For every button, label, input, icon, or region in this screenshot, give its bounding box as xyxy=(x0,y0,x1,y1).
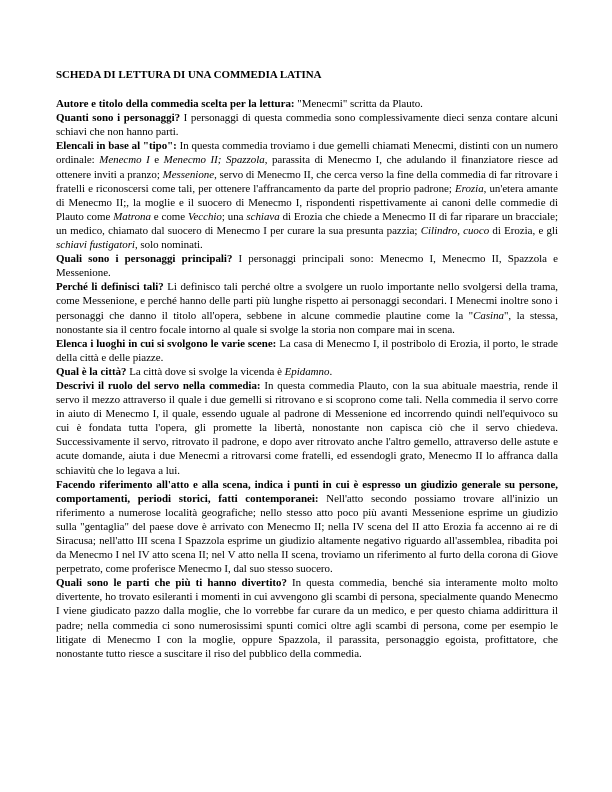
answer-text: , un'etera amante di Menecmo II;, la moglie e il suocero di Menecmo I, rispondenti rispettivamente ai canoni delle commedie di Plauto come xyxy=(56,182,559,223)
section-paragraph xyxy=(56,337,558,365)
answer-text: , xyxy=(457,224,464,237)
section-question: Qual è la città? xyxy=(56,365,127,378)
italic-term: Vecchio xyxy=(188,210,222,223)
answer-text: , solo nominati. xyxy=(134,239,203,252)
italic-term: Menecmo II; xyxy=(163,154,222,167)
italic-term: schiava xyxy=(246,210,280,223)
answer-text: In questa commedia, benché sia interamente molto molto divertente, ho trovato esileranti i momenti in cui avvengono gli scambi di persona, specialmente quando Menecmo I viene giudicato pazzo dalla moglie, che lo vorrebbe far curare da un medico, e per questo chiama addirittura il padre; nella commedia ci sono numerosissimi spunti comici oltre agli scambi di persona, come per esempio le litigate di Menecmo I con la moglie, oppure Spazzola, il parassita, personaggio egoista, profittatore, che nonostante tutto riesce a suscitare il riso del pubblico della commedia. xyxy=(56,577,558,660)
answer-text: In questa commedia troviamo i due gemelli chiamati Menecmi, distinti con un numero ordinale: xyxy=(56,140,558,167)
italic-term: schiavi fustigatori xyxy=(56,239,135,252)
section-paragraph xyxy=(56,111,558,139)
answer-text: di Erozia che chiede a Menecmo II di far riparare un bracciale; un medico, chiamato dal suocero di Menecmo I per curare la sua presunta pazzia; xyxy=(56,210,558,237)
italic-term: Menecmo I xyxy=(99,154,150,167)
answer-text: In questa commedia Plauto, con la sua abituale maestria, rende il servo il mezzo attraverso il quale i due gemelli si ritrovano e si scoprono come tali. Nella commedia il servo corre in aiuto di Menecmo I, il quale, essendo uguale al padrone di Messenione ed incorrendo quindi nell'equivoco su cui è fondata tutta l'opera, gli promette la libertà, nonostante non capisca ciò che il servo chiedeva. Successivamente il servo, ritrovato il padrone, e dopo aver ritrovato anche l'altro gemello, attraverso delle astute e acute domande, aiuta i due Menecmi a ritrovarsi come fratelli, ed essendogli grato, Menecmo II lo affranca dalla schiavitù che lo legava a lui. xyxy=(56,379,558,477)
italic-term: Messenione xyxy=(162,168,215,181)
answer-text: La città dove si svolge la vicenda è xyxy=(126,365,285,378)
section-paragraph xyxy=(56,576,558,661)
section-question: Perché li definisci tali? xyxy=(56,281,164,294)
answer-text: ; una xyxy=(221,210,247,223)
section-paragraph xyxy=(56,97,558,111)
answer-text: , servo di Menecmo II, che cerca verso la fine della commedia di far ritrovare i fratelli e riconoscersi come tali, per ottenere l'affrancamento da parte del proprio padrone; xyxy=(56,168,558,195)
section-question: Facendo riferimento all'atto e alla scena, indica i punti in cui è espresso un giudizio generale su persone, comportamenti, periodi storici, fatti contemporanei: xyxy=(56,478,558,505)
document-body xyxy=(56,97,558,661)
answer-text: . xyxy=(329,365,333,378)
section-paragraph xyxy=(56,365,558,379)
section-paragraph xyxy=(56,280,558,336)
italic-term: Spazzola xyxy=(225,154,265,167)
section-question: Descrivi il ruolo del servo nella commedia: xyxy=(56,379,261,392)
section-question: Quanti sono i personaggi? xyxy=(56,112,181,125)
document-title: SCHEDA DI LETTURA DI UNA COMMEDIA LATINA xyxy=(56,69,322,81)
answer-text: e xyxy=(149,154,164,167)
answer-text: I personaggi principali sono: Menecmo I, Menecmo II, Spazzola e Messenione. xyxy=(56,253,558,280)
italic-term: Casina xyxy=(473,309,504,322)
section-paragraph xyxy=(56,139,558,252)
answer-text: di Erozia, e gli xyxy=(489,224,558,237)
section-question: Quali sono le parti che più ti hanno divertito? xyxy=(56,577,287,590)
section-paragraph xyxy=(56,478,558,577)
section-paragraph xyxy=(56,379,558,478)
section-question: Elencali in base al "tipo": xyxy=(56,140,177,153)
answer-text: Li definisco tali perché oltre a svolgere un ruolo importante nello svolgersi della trama, come Messenione, e perché hanno delle parti più lunghe rispetto ai personaggi secondari. I Menecmi inoltre sono i personaggi che danno il titolo all'opera, sebbene in alcune commedie plautine come la " xyxy=(56,281,559,322)
section-question: Autore e titolo della commedia scelta per la lettura: xyxy=(56,98,295,111)
section-paragraph xyxy=(56,252,558,280)
answer-text: , parassita di Menecmo I, che adulando il finanziatore riesce ad ottenere inviti a pranzo; xyxy=(56,154,558,181)
section-question: Quali sono i personaggi principali? xyxy=(56,253,233,266)
answer-text: Nell'atto secondo possiamo trovare all'inizio un riferimento a numerose località geografiche; nello stesso atto poco più avanti Messenione esprime un giudizio sulla "gentaglia" del paese dove è arrivato con Menecmo II; nella IV scena del II atto Erozia fa accenno ai re di Siracusa; nell'atto III scena I Spazzola esprime un giudizio altamente negativo riguardo all'assemblea, ribadita poi da Menecmo I nel IV atto scena II; nel V atto nella II scena, troviamo un riferimento al furto della corona di Giove perpetrato, come proferisce Menecmo I, dal suo stesso suocero. xyxy=(56,492,558,576)
italic-term: Matrona xyxy=(113,210,151,223)
italic-term: cuoco xyxy=(463,224,490,237)
answer-text: "Menecmi" scritta da Plauto. xyxy=(294,98,423,111)
section-question: Elenca i luoghi in cui si svolgono le varie scene: xyxy=(56,337,277,350)
italic-term: Epidamno xyxy=(284,365,330,378)
answer-text: La casa di Menecmo I, il postribolo di Erozia, il porto, le strade della città e delle piazze. xyxy=(56,337,558,364)
answer-text: I personaggi di questa commedia sono complessivamente dieci senza contare alcuni schiavi che non hanno parti. xyxy=(56,112,558,139)
italic-term: Cilindro xyxy=(420,224,458,237)
answer-text: ", la stessa, nonostante sia il centro focale intorno al quale si svolge la storia non compare mai in scena. xyxy=(56,309,558,336)
italic-term: Erozia xyxy=(455,182,484,195)
document-page xyxy=(56,68,558,661)
answer-text: e come xyxy=(150,210,188,223)
